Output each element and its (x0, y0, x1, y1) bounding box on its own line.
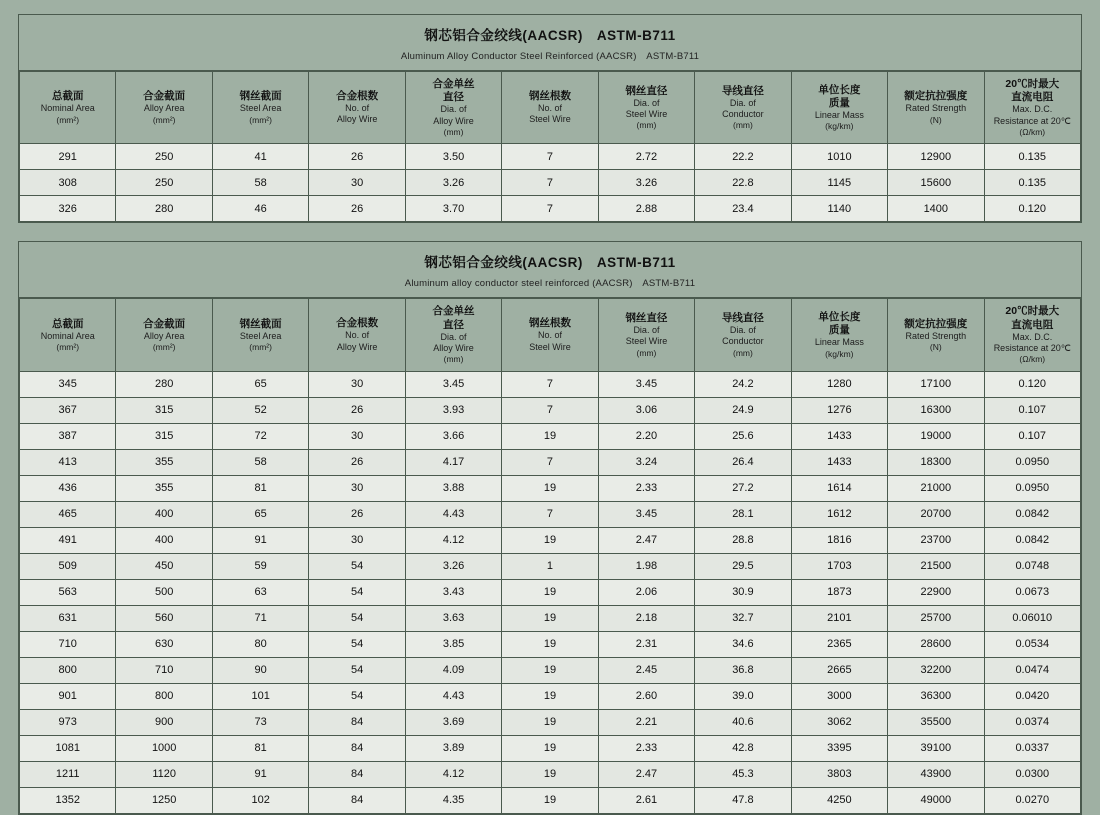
table-cell: 7 (502, 371, 598, 397)
table-row (20, 657, 1081, 683)
table-cell: 3.88 (405, 475, 501, 501)
table-row (20, 553, 1081, 579)
table-cell: 465 (20, 501, 116, 527)
table-cell: 0.107 (984, 423, 1080, 449)
table-cell: 4.09 (405, 657, 501, 683)
table-cell: 0.135 (984, 170, 1080, 196)
table-cell: 42.8 (695, 735, 791, 761)
table-cell: 0.0420 (984, 683, 1080, 709)
table-cell: 19 (502, 475, 598, 501)
table-cell: 54 (309, 683, 405, 709)
table-cell: 563 (20, 579, 116, 605)
table-cell: 0.0950 (984, 475, 1080, 501)
table-cell: 2.21 (598, 709, 694, 735)
table-cell: 18300 (888, 449, 984, 475)
table-row (20, 397, 1081, 423)
table-cell: 2665 (791, 657, 887, 683)
table-cell: 58 (212, 170, 308, 196)
table-cell: 7 (502, 501, 598, 527)
table-cell: 30 (309, 371, 405, 397)
table-cell: 450 (116, 553, 212, 579)
table-cell: 3.70 (405, 196, 501, 222)
table-cell: 58 (212, 449, 308, 475)
table-cell: 3.26 (405, 553, 501, 579)
table-cell: 25.6 (695, 423, 791, 449)
table-cell: 81 (212, 475, 308, 501)
table-cell: 710 (116, 657, 212, 683)
table-cell: 280 (116, 196, 212, 222)
table-cell: 30.9 (695, 579, 791, 605)
tables-container (18, 14, 1082, 815)
table-cell: 3.66 (405, 423, 501, 449)
column-header: 合金根数 No. of Alloy Wire (309, 72, 405, 144)
table-row (20, 423, 1081, 449)
table-cell: 2.47 (598, 527, 694, 553)
table-cell: 84 (309, 787, 405, 813)
table-cell: 3395 (791, 735, 887, 761)
table-title-cn: 钢芯铝合金绞线(AACSR) ASTM-B711 (424, 28, 676, 43)
table-cell: 63 (212, 579, 308, 605)
table-cell: 7 (502, 170, 598, 196)
column-header: 钢丝根数 No. of Steel Wire (502, 299, 598, 371)
table-cell: 19 (502, 579, 598, 605)
table-cell: 73 (212, 709, 308, 735)
column-header: 钢丝截面 Steel Area (mm²) (212, 299, 308, 371)
table-cell: 0.135 (984, 144, 1080, 170)
table-cell: 308 (20, 170, 116, 196)
table-cell: 1703 (791, 553, 887, 579)
table-cell: 2.33 (598, 735, 694, 761)
table-cell: 0.0300 (984, 761, 1080, 787)
table-cell: 3.63 (405, 605, 501, 631)
table-cell: 3.89 (405, 735, 501, 761)
table-cell: 1010 (791, 144, 887, 170)
table-cell: 91 (212, 761, 308, 787)
table-row (20, 501, 1081, 527)
column-header: 20℃时最大 直流电阻 Max. D.C. Resistance at 20℃ (Ω/km) (984, 299, 1080, 371)
table-header-row (20, 299, 1081, 371)
table-cell: 26 (309, 196, 405, 222)
table-cell: 36300 (888, 683, 984, 709)
table-cell: 52 (212, 397, 308, 423)
table-cell: 2.20 (598, 423, 694, 449)
table-cell: 49000 (888, 787, 984, 813)
table-cell: 0.0474 (984, 657, 1080, 683)
table-cell: 1614 (791, 475, 887, 501)
table-cell: 15600 (888, 170, 984, 196)
table-cell: 280 (116, 371, 212, 397)
table-cell: 315 (116, 397, 212, 423)
table-cell: 22900 (888, 579, 984, 605)
table-cell: 1873 (791, 579, 887, 605)
table-cell: 1 (502, 553, 598, 579)
table-cell: 800 (116, 683, 212, 709)
column-header: 额定抗拉强度 Rated Strength (N) (888, 72, 984, 144)
table-cell: 90 (212, 657, 308, 683)
column-header: 单位长度 质量 Linear Mass (kg/km) (791, 299, 887, 371)
table-cell: 65 (212, 371, 308, 397)
table-cell: 19 (502, 787, 598, 813)
table-cell: 46 (212, 196, 308, 222)
table-cell: 3.24 (598, 449, 694, 475)
table-cell: 54 (309, 631, 405, 657)
table-cell: 0.0337 (984, 735, 1080, 761)
table-title-bar (19, 15, 1081, 71)
table-row (20, 579, 1081, 605)
table-title-en: Aluminum alloy conductor steel reinforced (AACSR) ASTM-B711 (404, 278, 696, 290)
column-header: 合金单丝 直径 Dia. of Alloy Wire (mm) (405, 299, 501, 371)
table-cell: 25700 (888, 605, 984, 631)
table-cell: 80 (212, 631, 308, 657)
table-row (20, 761, 1081, 787)
table-block (18, 241, 1082, 814)
table-cell: 631 (20, 605, 116, 631)
table-cell: 30 (309, 170, 405, 196)
table-block (18, 14, 1082, 223)
table-cell: 3.26 (405, 170, 501, 196)
table-cell: 491 (20, 527, 116, 553)
table-cell: 2365 (791, 631, 887, 657)
table-cell: 23700 (888, 527, 984, 553)
table-cell: 19 (502, 761, 598, 787)
table-cell: 1145 (791, 170, 887, 196)
table-cell: 19 (502, 423, 598, 449)
table-cell: 630 (116, 631, 212, 657)
table-cell: 1140 (791, 196, 887, 222)
table-cell: 30 (309, 527, 405, 553)
table-cell: 54 (309, 553, 405, 579)
table-cell: 0.0950 (984, 449, 1080, 475)
table-title-en: Aluminum Alloy Conductor Steel Reinforced (AACSR) ASTM-B711 (400, 51, 700, 62)
table-row (20, 475, 1081, 501)
column-header: 钢丝截面 Steel Area (mm²) (212, 72, 308, 144)
table-cell: 1250 (116, 787, 212, 813)
column-header: 合金单丝 直径 Dia. of Alloy Wire (mm) (405, 72, 501, 144)
table-cell: 1352 (20, 787, 116, 813)
table-cell: 81 (212, 735, 308, 761)
table-cell: 35500 (888, 709, 984, 735)
table-cell: 1276 (791, 397, 887, 423)
table-row (20, 735, 1081, 761)
table-cell: 2.31 (598, 631, 694, 657)
table-row (20, 605, 1081, 631)
table-cell: 1120 (116, 761, 212, 787)
table-cell: 23.4 (695, 196, 791, 222)
table-cell: 1433 (791, 449, 887, 475)
table-cell: 387 (20, 423, 116, 449)
table-cell: 2.88 (598, 196, 694, 222)
table-cell: 30 (309, 423, 405, 449)
table-title-cn: 钢芯铝合金绞线(AACSR) ASTM-B711 (424, 255, 676, 271)
table-cell: 2.18 (598, 605, 694, 631)
table-cell: 20700 (888, 501, 984, 527)
table-cell: 3.45 (598, 501, 694, 527)
table-cell: 0.0534 (984, 631, 1080, 657)
table-row (20, 144, 1081, 170)
table-header-row (20, 72, 1081, 144)
table-row (20, 683, 1081, 709)
table-cell: 367 (20, 397, 116, 423)
column-header: 导线直径 Dia. of Conductor (mm) (695, 299, 791, 371)
spec-table (19, 298, 1081, 813)
table-cell: 355 (116, 475, 212, 501)
table-cell: 32200 (888, 657, 984, 683)
table-cell: 2.45 (598, 657, 694, 683)
table-cell: 84 (309, 735, 405, 761)
table-cell: 3.43 (405, 579, 501, 605)
table-cell: 28.8 (695, 527, 791, 553)
table-cell: 19 (502, 527, 598, 553)
table-cell: 54 (309, 657, 405, 683)
table-cell: 19 (502, 735, 598, 761)
table-row (20, 196, 1081, 222)
column-header: 总截面 Nominal Area (mm²) (20, 72, 116, 144)
table-cell: 71 (212, 605, 308, 631)
table-cell: 7 (502, 397, 598, 423)
table-cell: 1211 (20, 761, 116, 787)
table-cell: 36.8 (695, 657, 791, 683)
table-cell: 7 (502, 144, 598, 170)
table-cell: 21500 (888, 553, 984, 579)
column-header: 合金根数 No. of Alloy Wire (309, 299, 405, 371)
table-cell: 3.85 (405, 631, 501, 657)
table-cell: 2.72 (598, 144, 694, 170)
table-cell: 39.0 (695, 683, 791, 709)
table-cell: 436 (20, 475, 116, 501)
table-cell: 3.45 (405, 371, 501, 397)
column-header: 单位长度 质量 Linear Mass (kg/km) (791, 72, 887, 144)
column-header: 合金截面 Alloy Area (mm²) (116, 299, 212, 371)
table-cell: 4.12 (405, 761, 501, 787)
table-cell: 900 (116, 709, 212, 735)
table-row (20, 449, 1081, 475)
table-cell: 19 (502, 709, 598, 735)
table-cell: 1081 (20, 735, 116, 761)
table-cell: 29.5 (695, 553, 791, 579)
table-cell: 0.06010 (984, 605, 1080, 631)
column-header: 额定抗拉强度 Rated Strength (N) (888, 299, 984, 371)
table-cell: 91 (212, 527, 308, 553)
table-cell: 19 (502, 683, 598, 709)
table-cell: 54 (309, 579, 405, 605)
table-cell: 16300 (888, 397, 984, 423)
table-cell: 54 (309, 605, 405, 631)
table-cell: 26 (309, 501, 405, 527)
table-cell: 22.8 (695, 170, 791, 196)
table-cell: 1280 (791, 371, 887, 397)
spec-table (19, 71, 1081, 222)
table-row (20, 527, 1081, 553)
table-cell: 973 (20, 709, 116, 735)
table-cell: 0.0270 (984, 787, 1080, 813)
table-cell: 400 (116, 501, 212, 527)
table-cell: 41 (212, 144, 308, 170)
table-cell: 1816 (791, 527, 887, 553)
table-cell: 26 (309, 144, 405, 170)
table-cell: 2.60 (598, 683, 694, 709)
table-cell: 4.35 (405, 787, 501, 813)
table-cell: 2.47 (598, 761, 694, 787)
table-cell: 4.17 (405, 449, 501, 475)
table-cell: 3000 (791, 683, 887, 709)
table-cell: 500 (116, 579, 212, 605)
table-cell: 0.120 (984, 196, 1080, 222)
column-header: 钢丝根数 No. of Steel Wire (502, 72, 598, 144)
table-cell: 19 (502, 605, 598, 631)
table-cell: 7 (502, 449, 598, 475)
table-cell: 0.0842 (984, 501, 1080, 527)
table-cell: 17100 (888, 371, 984, 397)
table-cell: 800 (20, 657, 116, 683)
table-row (20, 371, 1081, 397)
table-cell: 7 (502, 196, 598, 222)
table-cell: 26.4 (695, 449, 791, 475)
table-cell: 19000 (888, 423, 984, 449)
table-cell: 34.6 (695, 631, 791, 657)
table-cell: 47.8 (695, 787, 791, 813)
table-cell: 2101 (791, 605, 887, 631)
column-header: 20℃时最大 直流电阻 Max. D.C. Resistance at 20℃ (Ω/km) (984, 72, 1080, 144)
table-cell: 315 (116, 423, 212, 449)
table-cell: 19 (502, 657, 598, 683)
table-row (20, 787, 1081, 813)
table-cell: 2.61 (598, 787, 694, 813)
table-cell: 250 (116, 144, 212, 170)
table-cell: 3.93 (405, 397, 501, 423)
table-cell: 3.45 (598, 371, 694, 397)
table-cell: 28600 (888, 631, 984, 657)
table-cell: 291 (20, 144, 116, 170)
table-row (20, 631, 1081, 657)
table-cell: 24.2 (695, 371, 791, 397)
table-cell: 27.2 (695, 475, 791, 501)
table-cell: 0.0374 (984, 709, 1080, 735)
table-cell: 560 (116, 605, 212, 631)
table-cell: 40.6 (695, 709, 791, 735)
column-header: 导线直径 Dia. of Conductor (mm) (695, 72, 791, 144)
table-cell: 1400 (888, 196, 984, 222)
table-cell: 21000 (888, 475, 984, 501)
table-cell: 0.120 (984, 371, 1080, 397)
table-cell: 28.1 (695, 501, 791, 527)
column-header: 合金截面 Alloy Area (mm²) (116, 72, 212, 144)
column-header: 钢丝直径 Dia. of Steel Wire (mm) (598, 299, 694, 371)
table-cell: 4.43 (405, 501, 501, 527)
table-cell: 24.9 (695, 397, 791, 423)
table-cell: 3803 (791, 761, 887, 787)
table-cell: 710 (20, 631, 116, 657)
table-cell: 30 (309, 475, 405, 501)
table-row (20, 709, 1081, 735)
table-cell: 326 (20, 196, 116, 222)
table-cell: 4.12 (405, 527, 501, 553)
table-cell: 345 (20, 371, 116, 397)
table-cell: 4250 (791, 787, 887, 813)
table-title-bar (19, 242, 1081, 298)
table-cell: 400 (116, 527, 212, 553)
table-cell: 59 (212, 553, 308, 579)
table-cell: 12900 (888, 144, 984, 170)
table-cell: 72 (212, 423, 308, 449)
table-cell: 0.0673 (984, 579, 1080, 605)
table-cell: 413 (20, 449, 116, 475)
table-cell: 84 (309, 709, 405, 735)
table-cell: 102 (212, 787, 308, 813)
table-cell: 250 (116, 170, 212, 196)
table-cell: 26 (309, 397, 405, 423)
table-cell: 39100 (888, 735, 984, 761)
table-cell: 4.43 (405, 683, 501, 709)
table-cell: 3.50 (405, 144, 501, 170)
table-cell: 0.107 (984, 397, 1080, 423)
column-header: 钢丝直径 Dia. of Steel Wire (mm) (598, 72, 694, 144)
table-cell: 3.26 (598, 170, 694, 196)
table-cell: 0.0842 (984, 527, 1080, 553)
table-cell: 32.7 (695, 605, 791, 631)
table-cell: 3062 (791, 709, 887, 735)
table-cell: 26 (309, 449, 405, 475)
table-cell: 1.98 (598, 553, 694, 579)
table-cell: 45.3 (695, 761, 791, 787)
table-cell: 3.69 (405, 709, 501, 735)
table-cell: 2.33 (598, 475, 694, 501)
column-header: 总截面 Nominal Area (mm²) (20, 299, 116, 371)
table-cell: 22.2 (695, 144, 791, 170)
table-cell: 2.06 (598, 579, 694, 605)
table-cell: 43900 (888, 761, 984, 787)
table-cell: 509 (20, 553, 116, 579)
table-cell: 19 (502, 631, 598, 657)
table-cell: 1612 (791, 501, 887, 527)
table-row (20, 170, 1081, 196)
table-cell: 84 (309, 761, 405, 787)
table-cell: 1433 (791, 423, 887, 449)
table-cell: 1000 (116, 735, 212, 761)
table-cell: 101 (212, 683, 308, 709)
table-cell: 355 (116, 449, 212, 475)
table-cell: 65 (212, 501, 308, 527)
table-cell: 0.0748 (984, 553, 1080, 579)
table-cell: 3.06 (598, 397, 694, 423)
table-cell: 901 (20, 683, 116, 709)
